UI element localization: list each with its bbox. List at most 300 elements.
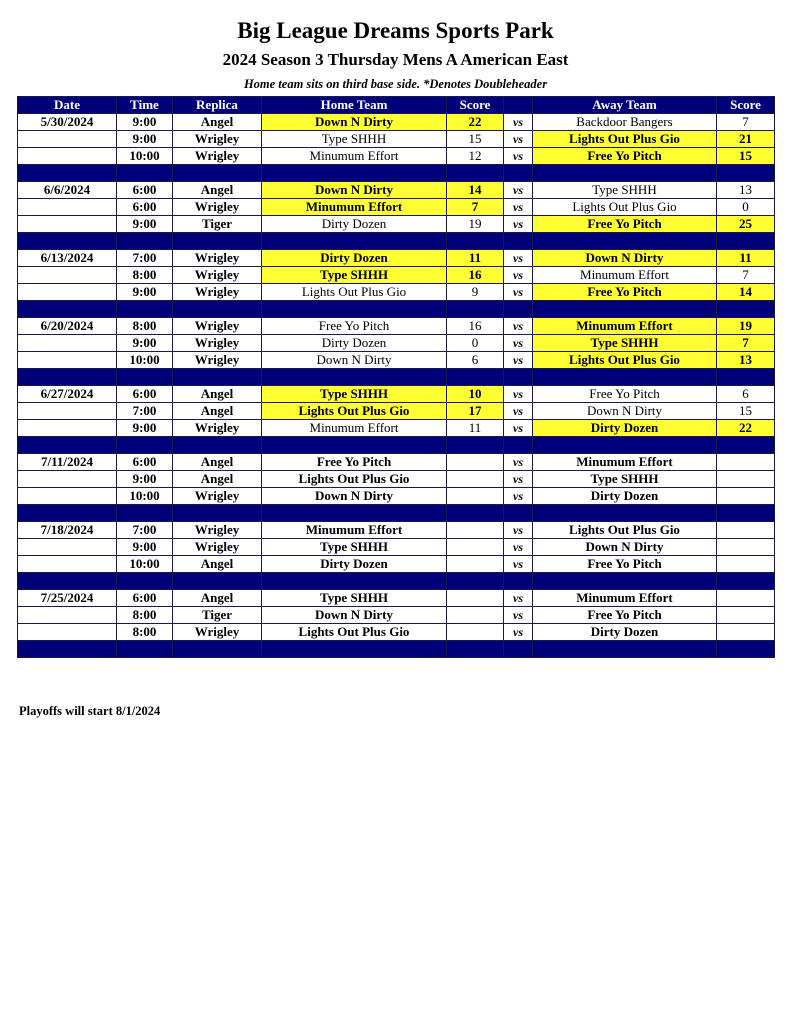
home-team-cell: Down N Dirty: [262, 488, 447, 505]
date-cell: [18, 488, 117, 505]
time-cell: 10:00: [117, 148, 173, 165]
time-cell: 9:00: [117, 216, 173, 233]
home-score-cell: 15: [447, 131, 504, 148]
separator-cell: [262, 573, 447, 590]
home-team-cell: Minumum Effort: [262, 420, 447, 437]
home-score-cell: 11: [447, 420, 504, 437]
time-cell: 10:00: [117, 488, 173, 505]
home-score-cell: 16: [447, 318, 504, 335]
separator-cell: [262, 437, 447, 454]
replica-cell: Wrigley: [173, 335, 262, 352]
away-score-cell: 14: [717, 284, 775, 301]
away-team-cell: Down N Dirty: [533, 250, 717, 267]
away-score-cell: 15: [717, 148, 775, 165]
table-row: [18, 182, 775, 199]
column-header-vs: [504, 97, 533, 114]
home-score-cell: [447, 471, 504, 488]
vs-cell: vs: [504, 624, 533, 641]
home-score-cell: 0: [447, 335, 504, 352]
column-header-date: Date: [18, 97, 117, 114]
replica-cell: Wrigley: [173, 199, 262, 216]
home-score-cell: [447, 624, 504, 641]
time-cell: 10:00: [117, 556, 173, 573]
home-team-cell: Down N Dirty: [262, 114, 447, 131]
vs-cell: vs: [504, 454, 533, 471]
away-score-cell: 0: [717, 199, 775, 216]
separator-cell: [504, 573, 533, 590]
replica-cell: Tiger: [173, 216, 262, 233]
column-header-away-score: Score: [717, 97, 775, 114]
separator-cell: [533, 641, 717, 658]
home-team-cell: Dirty Dozen: [262, 250, 447, 267]
date-cell: [18, 131, 117, 148]
date-cell: 7/25/2024: [18, 590, 117, 607]
vs-cell: vs: [504, 182, 533, 199]
home-team-cell: Down N Dirty: [262, 352, 447, 369]
home-team-cell: Lights Out Plus Gio: [262, 471, 447, 488]
home-score-cell: 19: [447, 216, 504, 233]
table-row: [18, 216, 775, 233]
time-cell: 7:00: [117, 250, 173, 267]
home-score-cell: 10: [447, 386, 504, 403]
separator-cell: [717, 301, 775, 318]
time-cell: 6:00: [117, 199, 173, 216]
date-cell: [18, 267, 117, 284]
home-team-cell: Free Yo Pitch: [262, 454, 447, 471]
separator-cell: [262, 301, 447, 318]
away-team-cell: Free Yo Pitch: [533, 148, 717, 165]
column-header-time: Time: [117, 97, 173, 114]
replica-cell: Angel: [173, 454, 262, 471]
schedule-body: [18, 114, 775, 658]
away-team-cell: Type SHHH: [533, 182, 717, 199]
separator-cell: [262, 369, 447, 386]
away-score-cell: [717, 454, 775, 471]
table-row: [18, 114, 775, 131]
away-score-cell: 19: [717, 318, 775, 335]
separator-cell: [173, 505, 262, 522]
separator-cell: [117, 165, 173, 182]
away-team-cell: Minumum Effort: [533, 267, 717, 284]
separator-cell: [117, 573, 173, 590]
separator-cell: [504, 505, 533, 522]
away-team-cell: Down N Dirty: [533, 539, 717, 556]
time-cell: 9:00: [117, 284, 173, 301]
separator-cell: [504, 437, 533, 454]
separator-cell: [504, 301, 533, 318]
table-row: [18, 335, 775, 352]
separator-cell: [504, 369, 533, 386]
separator-cell: [117, 301, 173, 318]
replica-cell: Angel: [173, 556, 262, 573]
separator-cell: [18, 641, 117, 658]
home-team-cell: Minumum Effort: [262, 199, 447, 216]
time-cell: 9:00: [117, 539, 173, 556]
time-cell: 7:00: [117, 403, 173, 420]
separator-cell: [117, 233, 173, 250]
separator-cell: [117, 505, 173, 522]
away-score-cell: 13: [717, 352, 775, 369]
away-score-cell: 22: [717, 420, 775, 437]
home-score-cell: [447, 556, 504, 573]
replica-cell: Angel: [173, 386, 262, 403]
away-score-cell: [717, 488, 775, 505]
vs-cell: vs: [504, 114, 533, 131]
vs-cell: vs: [504, 590, 533, 607]
table-row: [18, 624, 775, 641]
away-team-cell: Free Yo Pitch: [533, 607, 717, 624]
separator-cell: [447, 369, 504, 386]
away-score-cell: 7: [717, 114, 775, 131]
vs-cell: vs: [504, 335, 533, 352]
vs-cell: vs: [504, 607, 533, 624]
replica-cell: Angel: [173, 114, 262, 131]
home-team-cell: Lights Out Plus Gio: [262, 624, 447, 641]
table-row: [18, 267, 775, 284]
away-score-cell: 6: [717, 386, 775, 403]
separator-cell: [117, 369, 173, 386]
vs-cell: vs: [504, 131, 533, 148]
time-cell: 9:00: [117, 471, 173, 488]
time-cell: 10:00: [117, 352, 173, 369]
time-cell: 9:00: [117, 420, 173, 437]
separator-cell: [173, 165, 262, 182]
column-header-away-team: Away Team: [533, 97, 717, 114]
separator-cell: [533, 573, 717, 590]
away-score-cell: 21: [717, 131, 775, 148]
separator-cell: [173, 437, 262, 454]
separator-cell: [533, 233, 717, 250]
home-score-cell: [447, 539, 504, 556]
separator-cell: [18, 233, 117, 250]
home-team-cell: Minumum Effort: [262, 148, 447, 165]
vs-cell: vs: [504, 250, 533, 267]
time-cell: 6:00: [117, 182, 173, 199]
replica-cell: Wrigley: [173, 318, 262, 335]
away-score-cell: 15: [717, 403, 775, 420]
home-team-cell: Type SHHH: [262, 590, 447, 607]
replica-cell: Wrigley: [173, 250, 262, 267]
away-team-cell: Lights Out Plus Gio: [533, 522, 717, 539]
away-score-cell: 25: [717, 216, 775, 233]
vs-cell: vs: [504, 318, 533, 335]
away-score-cell: 13: [717, 182, 775, 199]
away-team-cell: Type SHHH: [533, 471, 717, 488]
away-team-cell: Free Yo Pitch: [533, 386, 717, 403]
column-header-replica: Replica: [173, 97, 262, 114]
schedule-table: [17, 96, 775, 658]
away-team-cell: Minumum Effort: [533, 590, 717, 607]
home-team-cell: Dirty Dozen: [262, 216, 447, 233]
page-title: Big League Dreams Sports Park: [237, 18, 554, 43]
away-team-cell: Dirty Dozen: [533, 624, 717, 641]
away-score-cell: [717, 539, 775, 556]
separator-cell: [447, 437, 504, 454]
table-row: [18, 539, 775, 556]
table-row: [18, 420, 775, 437]
home-team-cell: Lights Out Plus Gio: [262, 284, 447, 301]
replica-cell: Angel: [173, 403, 262, 420]
separator-cell: [262, 165, 447, 182]
replica-cell: Tiger: [173, 607, 262, 624]
date-cell: [18, 607, 117, 624]
separator-cell: [447, 573, 504, 590]
table-row: [18, 471, 775, 488]
home-team-cell: Free Yo Pitch: [262, 318, 447, 335]
home-team-cell: Minumum Effort: [262, 522, 447, 539]
replica-cell: Wrigley: [173, 488, 262, 505]
playoffs-note: Playoffs will start 8/1/2024: [19, 704, 161, 718]
vs-cell: vs: [504, 556, 533, 573]
separator-cell: [717, 505, 775, 522]
week-separator-row: [18, 165, 775, 182]
separator-cell: [717, 641, 775, 658]
separator-cell: [18, 301, 117, 318]
separator-cell: [18, 505, 117, 522]
home-team-cell: Dirty Dozen: [262, 335, 447, 352]
separator-cell: [533, 369, 717, 386]
vs-cell: vs: [504, 522, 533, 539]
separator-cell: [504, 165, 533, 182]
separator-cell: [262, 233, 447, 250]
date-cell: [18, 199, 117, 216]
away-team-cell: Lights Out Plus Gio: [533, 131, 717, 148]
separator-cell: [504, 641, 533, 658]
week-separator-row: [18, 641, 775, 658]
away-team-cell: Lights Out Plus Gio: [533, 352, 717, 369]
separator-cell: [173, 573, 262, 590]
table-row: [18, 590, 775, 607]
page-subtitle: 2024 Season 3 Thursday Mens A American East: [222, 50, 569, 69]
vs-cell: vs: [504, 284, 533, 301]
home-score-cell: 17: [447, 403, 504, 420]
vs-cell: vs: [504, 386, 533, 403]
separator-cell: [262, 505, 447, 522]
column-header-home-team: Home Team: [262, 97, 447, 114]
separator-cell: [18, 369, 117, 386]
separator-cell: [447, 301, 504, 318]
time-cell: 9:00: [117, 114, 173, 131]
home-team-cell: Type SHHH: [262, 267, 447, 284]
away-team-cell: Down N Dirty: [533, 403, 717, 420]
table-row: [18, 318, 775, 335]
separator-cell: [504, 233, 533, 250]
separator-cell: [117, 641, 173, 658]
away-score-cell: [717, 590, 775, 607]
replica-cell: Wrigley: [173, 539, 262, 556]
away-team-cell: Minumum Effort: [533, 318, 717, 335]
home-score-cell: 6: [447, 352, 504, 369]
page-note: Home team sits on third base side. *Denotes Doubleheader: [243, 77, 548, 91]
separator-cell: [173, 641, 262, 658]
vs-cell: vs: [504, 471, 533, 488]
home-score-cell: 22: [447, 114, 504, 131]
home-score-cell: [447, 522, 504, 539]
replica-cell: Wrigley: [173, 148, 262, 165]
table-row: [18, 488, 775, 505]
home-score-cell: 9: [447, 284, 504, 301]
table-row: [18, 250, 775, 267]
replica-cell: Angel: [173, 590, 262, 607]
time-cell: 8:00: [117, 607, 173, 624]
date-cell: 6/27/2024: [18, 386, 117, 403]
date-cell: [18, 556, 117, 573]
vs-cell: vs: [504, 352, 533, 369]
date-cell: [18, 216, 117, 233]
home-team-cell: Lights Out Plus Gio: [262, 403, 447, 420]
replica-cell: Wrigley: [173, 284, 262, 301]
home-team-cell: Type SHHH: [262, 539, 447, 556]
home-score-cell: 12: [447, 148, 504, 165]
away-score-cell: 7: [717, 335, 775, 352]
home-team-cell: Type SHHH: [262, 131, 447, 148]
week-separator-row: [18, 505, 775, 522]
date-cell: [18, 420, 117, 437]
replica-cell: Angel: [173, 471, 262, 488]
separator-cell: [173, 369, 262, 386]
away-score-cell: 11: [717, 250, 775, 267]
separator-cell: [717, 573, 775, 590]
home-score-cell: [447, 590, 504, 607]
away-score-cell: [717, 522, 775, 539]
separator-cell: [173, 233, 262, 250]
home-score-cell: 16: [447, 267, 504, 284]
date-cell: [18, 335, 117, 352]
replica-cell: Wrigley: [173, 624, 262, 641]
time-cell: 8:00: [117, 624, 173, 641]
time-cell: 8:00: [117, 318, 173, 335]
date-cell: [18, 624, 117, 641]
date-cell: 6/6/2024: [18, 182, 117, 199]
week-separator-row: [18, 573, 775, 590]
table-row: [18, 454, 775, 471]
vs-cell: vs: [504, 420, 533, 437]
home-team-cell: Down N Dirty: [262, 182, 447, 199]
home-score-cell: 7: [447, 199, 504, 216]
time-cell: 6:00: [117, 590, 173, 607]
week-separator-row: [18, 437, 775, 454]
away-score-cell: [717, 607, 775, 624]
date-cell: 7/11/2024: [18, 454, 117, 471]
replica-cell: Wrigley: [173, 267, 262, 284]
vs-cell: vs: [504, 539, 533, 556]
away-team-cell: Type SHHH: [533, 335, 717, 352]
replica-cell: Wrigley: [173, 420, 262, 437]
vs-cell: vs: [504, 199, 533, 216]
week-separator-row: [18, 233, 775, 250]
away-team-cell: Backdoor Bangers: [533, 114, 717, 131]
home-team-cell: Dirty Dozen: [262, 556, 447, 573]
separator-cell: [18, 437, 117, 454]
vs-cell: vs: [504, 488, 533, 505]
date-cell: [18, 148, 117, 165]
separator-cell: [447, 165, 504, 182]
replica-cell: Wrigley: [173, 522, 262, 539]
separator-cell: [117, 437, 173, 454]
separator-cell: [533, 165, 717, 182]
table-row: [18, 522, 775, 539]
home-score-cell: 14: [447, 182, 504, 199]
table-row: [18, 556, 775, 573]
date-cell: 7/18/2024: [18, 522, 117, 539]
date-cell: [18, 471, 117, 488]
time-cell: 7:00: [117, 522, 173, 539]
separator-cell: [717, 369, 775, 386]
separator-cell: [18, 165, 117, 182]
home-score-cell: [447, 607, 504, 624]
away-team-cell: Dirty Dozen: [533, 488, 717, 505]
replica-cell: Angel: [173, 182, 262, 199]
date-cell: [18, 284, 117, 301]
time-cell: 9:00: [117, 335, 173, 352]
table-row: [18, 131, 775, 148]
separator-cell: [717, 165, 775, 182]
table-row: [18, 284, 775, 301]
separator-cell: [18, 573, 117, 590]
away-score-cell: [717, 556, 775, 573]
time-cell: 8:00: [117, 267, 173, 284]
separator-cell: [447, 641, 504, 658]
date-cell: 5/30/2024: [18, 114, 117, 131]
away-team-cell: Dirty Dozen: [533, 420, 717, 437]
separator-cell: [262, 641, 447, 658]
separator-cell: [533, 437, 717, 454]
separator-cell: [533, 505, 717, 522]
away-score-cell: 7: [717, 267, 775, 284]
away-team-cell: Free Yo Pitch: [533, 284, 717, 301]
away-team-cell: Free Yo Pitch: [533, 216, 717, 233]
home-team-cell: Type SHHH: [262, 386, 447, 403]
away-team-cell: Lights Out Plus Gio: [533, 199, 717, 216]
date-cell: [18, 403, 117, 420]
table-row: [18, 386, 775, 403]
replica-cell: Wrigley: [173, 352, 262, 369]
table-row: [18, 403, 775, 420]
date-cell: 6/13/2024: [18, 250, 117, 267]
home-score-cell: 11: [447, 250, 504, 267]
week-separator-row: [18, 301, 775, 318]
home-team-cell: Down N Dirty: [262, 607, 447, 624]
separator-cell: [717, 233, 775, 250]
time-cell: 6:00: [117, 454, 173, 471]
table-header-row: [18, 97, 775, 114]
vs-cell: vs: [504, 403, 533, 420]
time-cell: 9:00: [117, 131, 173, 148]
replica-cell: Wrigley: [173, 131, 262, 148]
table-row: [18, 199, 775, 216]
time-cell: 6:00: [117, 386, 173, 403]
separator-cell: [173, 301, 262, 318]
table-row: [18, 148, 775, 165]
date-cell: 6/20/2024: [18, 318, 117, 335]
table-row: [18, 607, 775, 624]
column-header-home-score: Score: [447, 97, 504, 114]
date-cell: [18, 352, 117, 369]
away-team-cell: Minumum Effort: [533, 454, 717, 471]
vs-cell: vs: [504, 216, 533, 233]
away-score-cell: [717, 624, 775, 641]
week-separator-row: [18, 369, 775, 386]
away-score-cell: [717, 471, 775, 488]
separator-cell: [447, 505, 504, 522]
separator-cell: [533, 301, 717, 318]
vs-cell: vs: [504, 267, 533, 284]
table-row: [18, 352, 775, 369]
date-cell: [18, 539, 117, 556]
away-team-cell: Free Yo Pitch: [533, 556, 717, 573]
separator-cell: [717, 437, 775, 454]
home-score-cell: [447, 488, 504, 505]
